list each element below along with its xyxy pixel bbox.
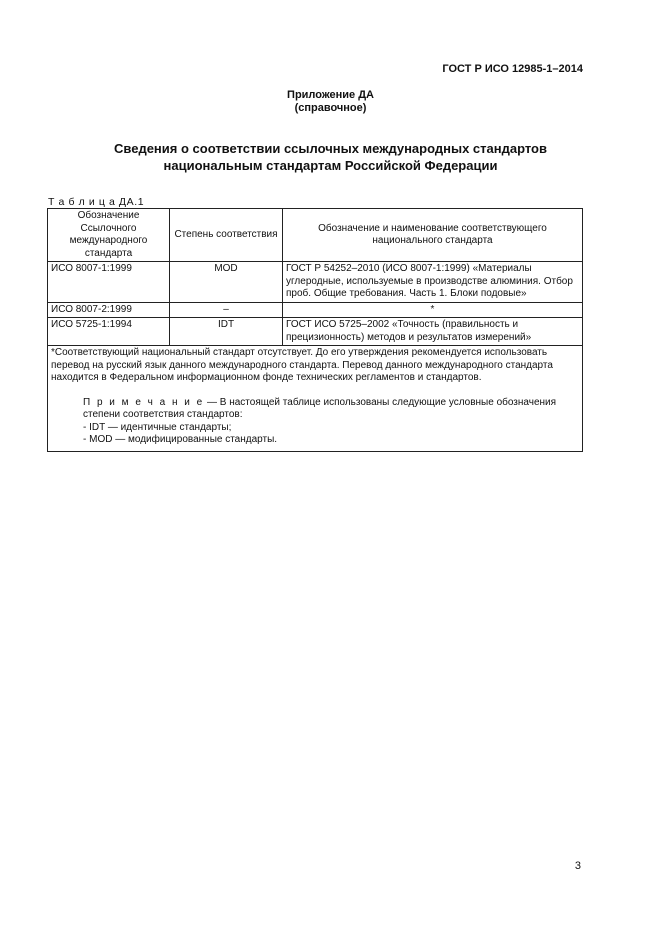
cell-ref: ИСО 5725-1:1994 bbox=[48, 318, 170, 346]
cell-degree: MOD bbox=[170, 262, 283, 303]
table-row bbox=[48, 302, 583, 318]
note-text: — В настоящей таблице использованы следующие условные обозначения степени соответствия стандартов: bbox=[83, 396, 557, 420]
cell-national: ГОСТ ИСО 5725–2002 «Точность (правильность и прецизионность) методов и результатов измерений» bbox=[283, 318, 583, 346]
note-label: П р и м е ч а н и е bbox=[83, 396, 205, 408]
cell-degree: IDT bbox=[170, 318, 283, 346]
table-footnote-row bbox=[48, 346, 583, 452]
correspondence-table bbox=[47, 208, 583, 452]
appendix-subtitle: (справочное) bbox=[294, 102, 367, 114]
table-header-row bbox=[48, 209, 583, 262]
cell-national: ГОСТ Р 54252–2010 (ИСО 8007-1:1999) «Материалы углеродные, используемые в производстве алюминия. Отбор проб. Общие требования. Часть 1. Блоки подовые» bbox=[283, 262, 583, 303]
appendix-title: Приложение ДА bbox=[287, 89, 374, 101]
footnote-text: *Соответствующий национальный стандарт отсутствует. До его утверждения рекомендуется использовать перевод на русский язык данного международного стандарта. Перевод данного международного стандарта находится в Федеральном информационном фонде технических регламентов и стандартов. bbox=[51, 347, 553, 383]
table-footnote bbox=[48, 346, 583, 452]
page-title-line-2: национальным стандартам Российской Федерации bbox=[163, 158, 498, 173]
header-degree: Степень соответствия bbox=[170, 209, 283, 262]
header-national-standard: Обозначение и наименование соответствующего национального стандарта bbox=[283, 209, 583, 262]
cell-ref: ИСО 8007-1:1999 bbox=[48, 262, 170, 303]
note-paragraph bbox=[51, 397, 579, 422]
table-row bbox=[48, 262, 583, 303]
table-label: Т а б л и ц а ДА.1 bbox=[48, 196, 145, 208]
appendix-heading bbox=[0, 89, 661, 115]
page-number: 3 bbox=[574, 860, 581, 872]
page-title bbox=[0, 140, 661, 174]
page-title-line-1: Сведения о соответствии ссылочных международных стандартов bbox=[114, 141, 547, 156]
document-code: ГОСТ Р ИСО 12985-1–2014 bbox=[442, 63, 583, 75]
table-row bbox=[48, 318, 583, 346]
cell-ref: ИСО 8007-2:1999 bbox=[48, 302, 170, 318]
cell-degree: – bbox=[170, 302, 283, 318]
note-item-idt: - IDT — идентичные стандарты; bbox=[83, 421, 232, 433]
header-ref-standard: Обозначение Ссылочного международного стандарта bbox=[48, 209, 170, 262]
note-item-mod: - MOD — модифицированные стандарты. bbox=[83, 434, 278, 445]
cell-national: * bbox=[283, 302, 583, 318]
